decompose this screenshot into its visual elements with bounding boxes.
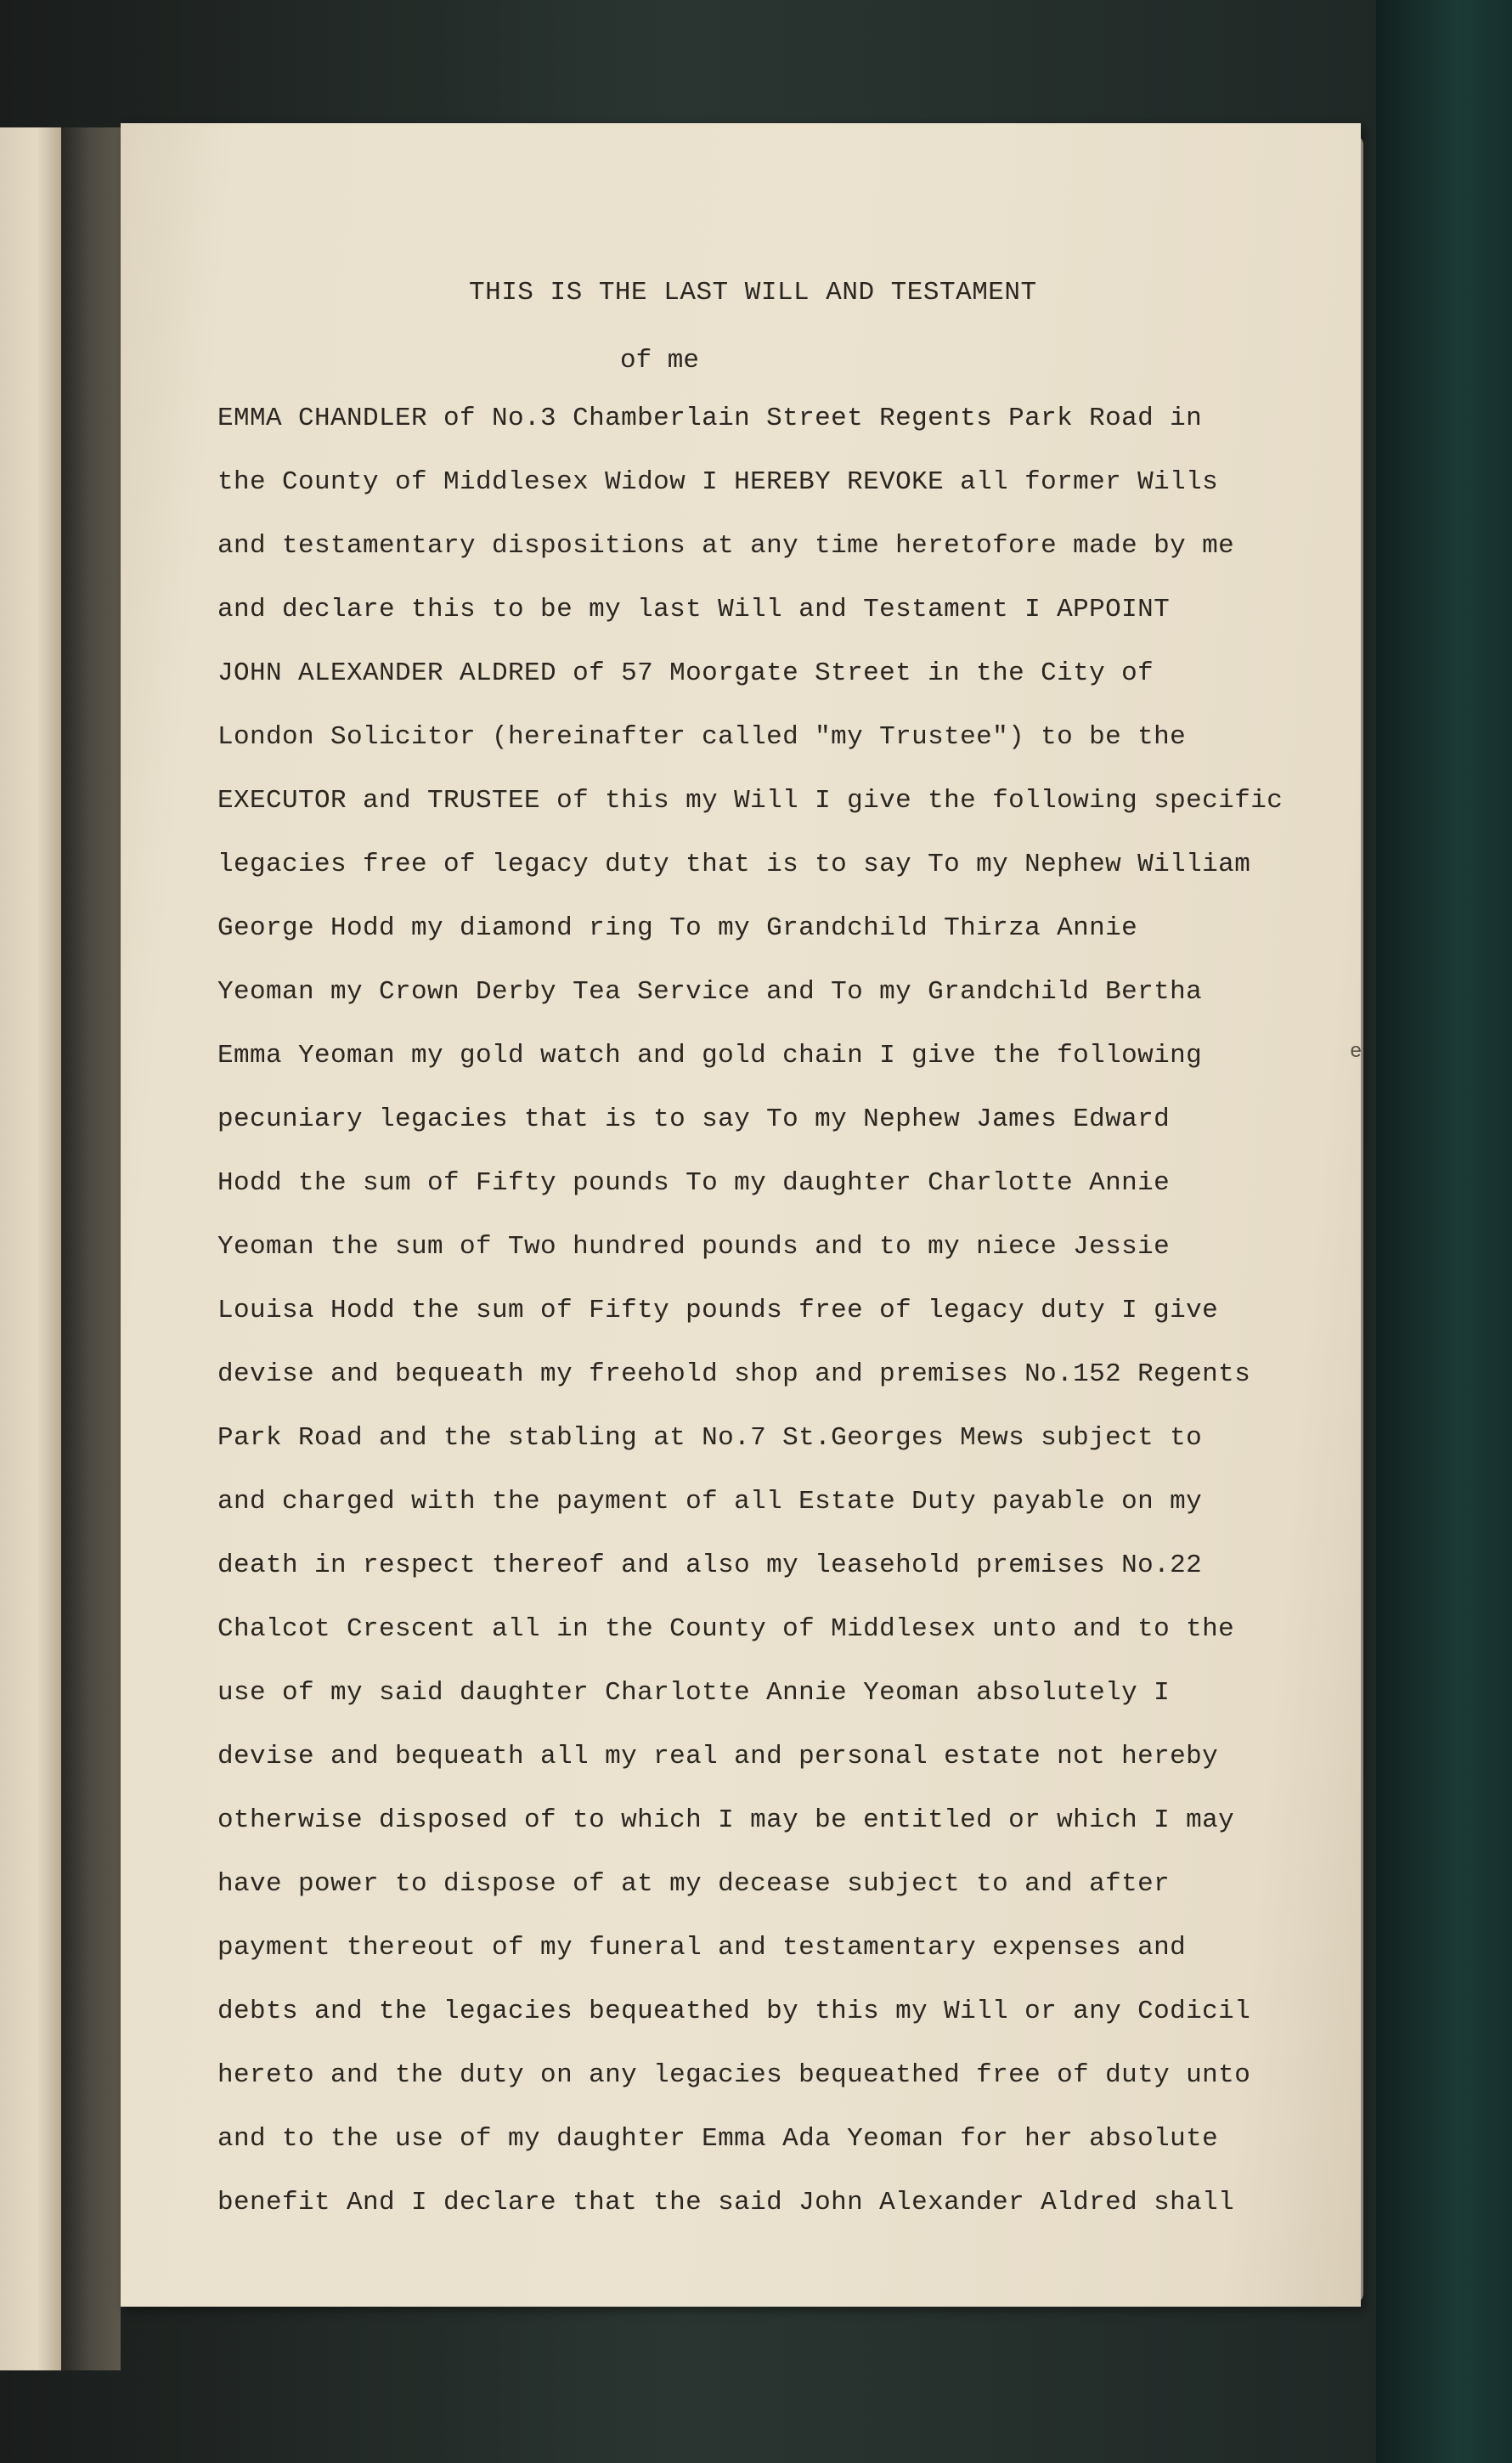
text-line: Park Road and the stabling at No.7 St.Georges Mews subject to: [217, 1423, 1203, 1453]
document-page: [121, 123, 1361, 2307]
text-line: devise and bequeath my freehold shop and premises No.152 Regents: [217, 1359, 1251, 1389]
document-subtitle: of me: [620, 346, 700, 376]
will-text: [121, 123, 1361, 2307]
facing-page-edge: [0, 127, 64, 2370]
text-line: EMMA CHANDLER of No.3 Chamberlain Street Regents Park Road in: [217, 404, 1203, 433]
text-line: Yeoman the sum of Two hundred pounds and to my niece Jessie: [217, 1232, 1171, 1262]
text-line: devise and bequeath all my real and personal estate not hereby: [217, 1742, 1219, 1771]
text-line: hereto and the duty on any legacies bequeathed free of duty unto: [217, 2060, 1251, 2090]
text-line: pecuniary legacies that is to say To my Nephew James Edward: [217, 1104, 1171, 1134]
text-line: EXECUTOR and TRUSTEE of this my Will I give the following specific: [217, 786, 1284, 816]
text-line: use of my said daughter Charlotte Annie Yeoman absolutely I: [217, 1678, 1171, 1708]
text-line: and declare this to be my last Will and Testament I APPOINT: [217, 595, 1171, 624]
text-line: otherwise disposed of to which I may be entitled or which I may: [217, 1805, 1235, 1835]
text-line: benefit And I declare that the said John Alexander Aldred shall: [217, 2188, 1235, 2217]
text-line: and testamentary dispositions at any time heretofore made by me: [217, 531, 1235, 561]
text-line: debts and the legacies bequeathed by this my Will or any Codicil: [217, 1997, 1251, 2026]
text-line: Hodd the sum of Fifty pounds To my daughter Charlotte Annie: [217, 1168, 1171, 1198]
cover-edge: [1376, 0, 1512, 2463]
book-spine: [61, 127, 121, 2370]
document-title: THIS IS THE LAST WILL AND TESTAMENT: [469, 278, 1037, 308]
text-line: Louisa Hodd the sum of Fifty pounds free of legacy duty I give: [217, 1296, 1219, 1325]
text-line: London Solicitor (hereinafter called "my Trustee") to be the: [217, 722, 1187, 752]
text-line: Chalcot Crescent all in the County of Middlesex unto and to the: [217, 1614, 1235, 1644]
text-line: Yeoman my Crown Derby Tea Service and To my Grandchild Bertha: [217, 977, 1203, 1007]
text-line: death in respect thereof and also my leasehold premises No.22: [217, 1551, 1203, 1580]
text-line: Emma Yeoman my gold watch and gold chain I give the following: [217, 1041, 1203, 1071]
text-line: and to the use of my daughter Emma Ada Yeoman for her absolute: [217, 2124, 1219, 2154]
text-line: payment thereout of my funeral and testamentary expenses and: [217, 1933, 1187, 1963]
text-line: JOHN ALEXANDER ALDRED of 57 Moorgate Street in the City of: [217, 658, 1154, 688]
text-line: George Hodd my diamond ring To my Grandchild Thirza Annie: [217, 913, 1138, 943]
text-line: legacies free of legacy duty that is to say To my Nephew William: [217, 850, 1251, 879]
text-line: the County of Middlesex Widow I HEREBY REVOKE all former Wills: [217, 467, 1219, 497]
margin-mark: e: [1350, 1041, 1362, 1064]
text-line: have power to dispose of at my decease subject to and after: [217, 1869, 1171, 1899]
text-line: and charged with the payment of all Estate Duty payable on my: [217, 1487, 1203, 1517]
